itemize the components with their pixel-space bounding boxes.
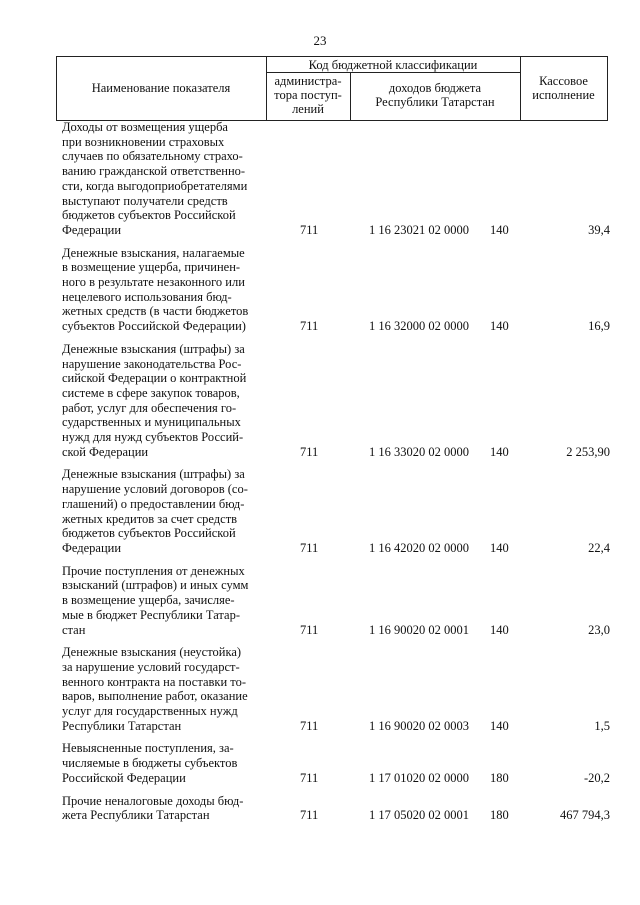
income-code: 1 17 01020 02 0000 <box>369 770 469 785</box>
table-body <box>0 120 640 831</box>
header-amount-line: исполнение <box>532 88 595 102</box>
admin-code: 711 <box>300 718 319 733</box>
indicator-name-line: жетных кредитов за счет средств <box>62 511 238 526</box>
indicator-name <box>62 246 260 334</box>
indicator-name-line: мые в бюджет Республики Татар- <box>62 607 240 622</box>
subtype-code: 180 <box>490 808 509 823</box>
indicator-name <box>62 741 260 785</box>
indicator-name-line: в возмещение ущерба, причинен- <box>62 260 241 275</box>
header-name-column: Наименование показателя <box>91 81 231 95</box>
indicator-name-line: сударственных и муниципальных <box>62 415 241 430</box>
indicator-name-line: случаев по обязательному страхо- <box>62 149 243 164</box>
table-header <box>56 56 608 121</box>
indicator-name-line: венного контракта на поставки то- <box>62 674 247 689</box>
indicator-name-line: сти, когда выгодоприобретателями <box>62 178 248 193</box>
admin-code: 711 <box>300 770 319 785</box>
indicator-name-line: за нарушение условий государст- <box>62 659 240 674</box>
indicator-name-line: бюджетов субъектов Российской <box>62 526 236 541</box>
admin-code: 711 <box>300 222 319 237</box>
indicator-name-line: Денежные взыскания, налагаемые <box>62 245 245 260</box>
subtype-code: 140 <box>490 718 509 733</box>
header-admin-column <box>266 74 350 116</box>
header-income-column <box>350 81 520 109</box>
indicator-name-line: выступают получатели средств <box>62 193 228 208</box>
admin-code: 711 <box>300 622 319 637</box>
indicator-name-line: варов, выполнение работ, оказание <box>62 689 248 704</box>
indicator-name-line: ской Федерации <box>62 444 149 459</box>
admin-code: 711 <box>300 444 319 459</box>
table-row <box>0 246 640 334</box>
table-row <box>0 467 640 555</box>
header-admin-line: тора поступ- <box>274 88 342 102</box>
subtype-code: 140 <box>490 444 509 459</box>
header-income-line: доходов бюджета <box>388 81 482 95</box>
indicator-name-line: нужд для нужд субъектов Россий- <box>62 430 244 445</box>
income-code: 1 17 05020 02 0001 <box>369 808 469 823</box>
indicator-name-line: Невыясненные поступления, за- <box>62 741 234 756</box>
amount-value: -20,2 <box>583 770 610 785</box>
indicator-name-line: Прочие поступления от денежных <box>62 563 245 578</box>
indicator-name-line: субъектов Российской Федерации) <box>62 319 246 334</box>
header-admin-line: лений <box>292 102 324 116</box>
header-border-right <box>607 57 608 120</box>
admin-code: 711 <box>300 540 319 555</box>
header-income-line: Республики Татарстан <box>375 95 495 109</box>
header-admin-line: администра- <box>274 74 342 88</box>
indicator-name-line: Федерации <box>62 540 122 555</box>
table-row <box>0 120 640 238</box>
indicator-name-line: услуг для государственных нужд <box>62 704 238 719</box>
indicator-name-line: Федерации <box>62 222 122 237</box>
indicator-name-line: Денежные взыскания (неустойка) <box>62 645 242 660</box>
indicator-name-line: ного в результате незаконного или <box>62 275 245 290</box>
indicator-name-line: сийской Федерации о контрактной <box>62 371 247 386</box>
indicator-name <box>62 120 260 238</box>
amount-value: 23,0 <box>588 622 610 637</box>
income-code: 1 16 42020 02 0000 <box>369 540 469 555</box>
indicator-name-line: системе в сфере закупок товаров, <box>62 385 240 400</box>
subtype-code: 140 <box>490 540 509 555</box>
indicator-name-line: глашений) о предоставлении бюд- <box>62 496 245 511</box>
amount-value: 22,4 <box>588 540 610 555</box>
header-group-divider <box>266 72 520 73</box>
amount-value: 16,9 <box>588 319 610 334</box>
indicator-name <box>62 342 260 460</box>
header-amount-line: Кассовое <box>539 74 588 88</box>
indicator-name-line: при возникновении страховых <box>62 134 225 149</box>
indicator-name <box>62 467 260 555</box>
income-code: 1 16 32000 02 0000 <box>369 319 469 334</box>
subtype-code: 140 <box>490 222 509 237</box>
indicator-name-line: Денежные взыскания (штрафы) за <box>62 341 245 356</box>
indicator-name-line: числяемые в бюджеты субъектов <box>62 756 238 771</box>
indicator-name-line: нарушение законодательства Рос- <box>62 356 242 371</box>
admin-code: 711 <box>300 808 319 823</box>
page-number: 23 <box>313 33 327 48</box>
indicator-name-line: жета Республики Татарстан <box>62 808 210 823</box>
income-code: 1 16 33020 02 0000 <box>369 444 469 459</box>
subtype-code: 140 <box>490 319 509 334</box>
table-row <box>0 741 640 785</box>
indicator-name-line: Прочие неналоговые доходы бюд- <box>62 793 244 808</box>
indicator-name-line: Денежные взыскания (штрафы) за <box>62 467 245 482</box>
indicator-name-line: работ, услуг для обеспечения го- <box>62 400 237 415</box>
indicator-name-line: взысканий (штрафов) и иных сумм <box>62 578 249 593</box>
subtype-code: 140 <box>490 622 509 637</box>
indicator-name <box>62 564 260 638</box>
income-code: 1 16 90020 02 0003 <box>369 718 469 733</box>
amount-value: 1,5 <box>594 718 610 733</box>
indicator-name-line: в возмещение ущерба, зачисляе- <box>62 593 235 608</box>
table-row <box>0 342 640 460</box>
indicator-name-line: нецелевого использования бюд- <box>62 289 232 304</box>
indicator-name-line: ванию гражданской ответственно- <box>62 164 246 179</box>
amount-value: 39,4 <box>588 222 610 237</box>
indicator-name-line: бюджетов субъектов Российской <box>62 208 236 223</box>
indicator-name-line: Доходы от возмещения ущерба <box>62 120 228 134</box>
indicator-name-line: стан <box>62 622 86 637</box>
indicator-name-line: Российской Федерации <box>62 770 186 785</box>
indicator-name-line: нарушение условий договоров (со- <box>62 482 248 497</box>
table-row <box>0 564 640 638</box>
subtype-code: 180 <box>490 770 509 785</box>
table-row <box>0 645 640 733</box>
indicator-name <box>62 645 260 733</box>
amount-value: 2 253,90 <box>566 444 610 459</box>
header-amount-column <box>520 74 607 102</box>
income-code: 1 16 23021 02 0000 <box>369 222 469 237</box>
table-row <box>0 794 640 823</box>
indicator-name-line: жетных средств (в части бюджетов <box>62 304 249 319</box>
indicator-name-line: Республики Татарстан <box>62 718 182 733</box>
income-code: 1 16 90020 02 0001 <box>369 622 469 637</box>
admin-code: 711 <box>300 319 319 334</box>
amount-value: 467 794,3 <box>560 808 610 823</box>
header-classification-group: Код бюджетной классификации <box>308 58 478 72</box>
indicator-name <box>62 794 260 823</box>
